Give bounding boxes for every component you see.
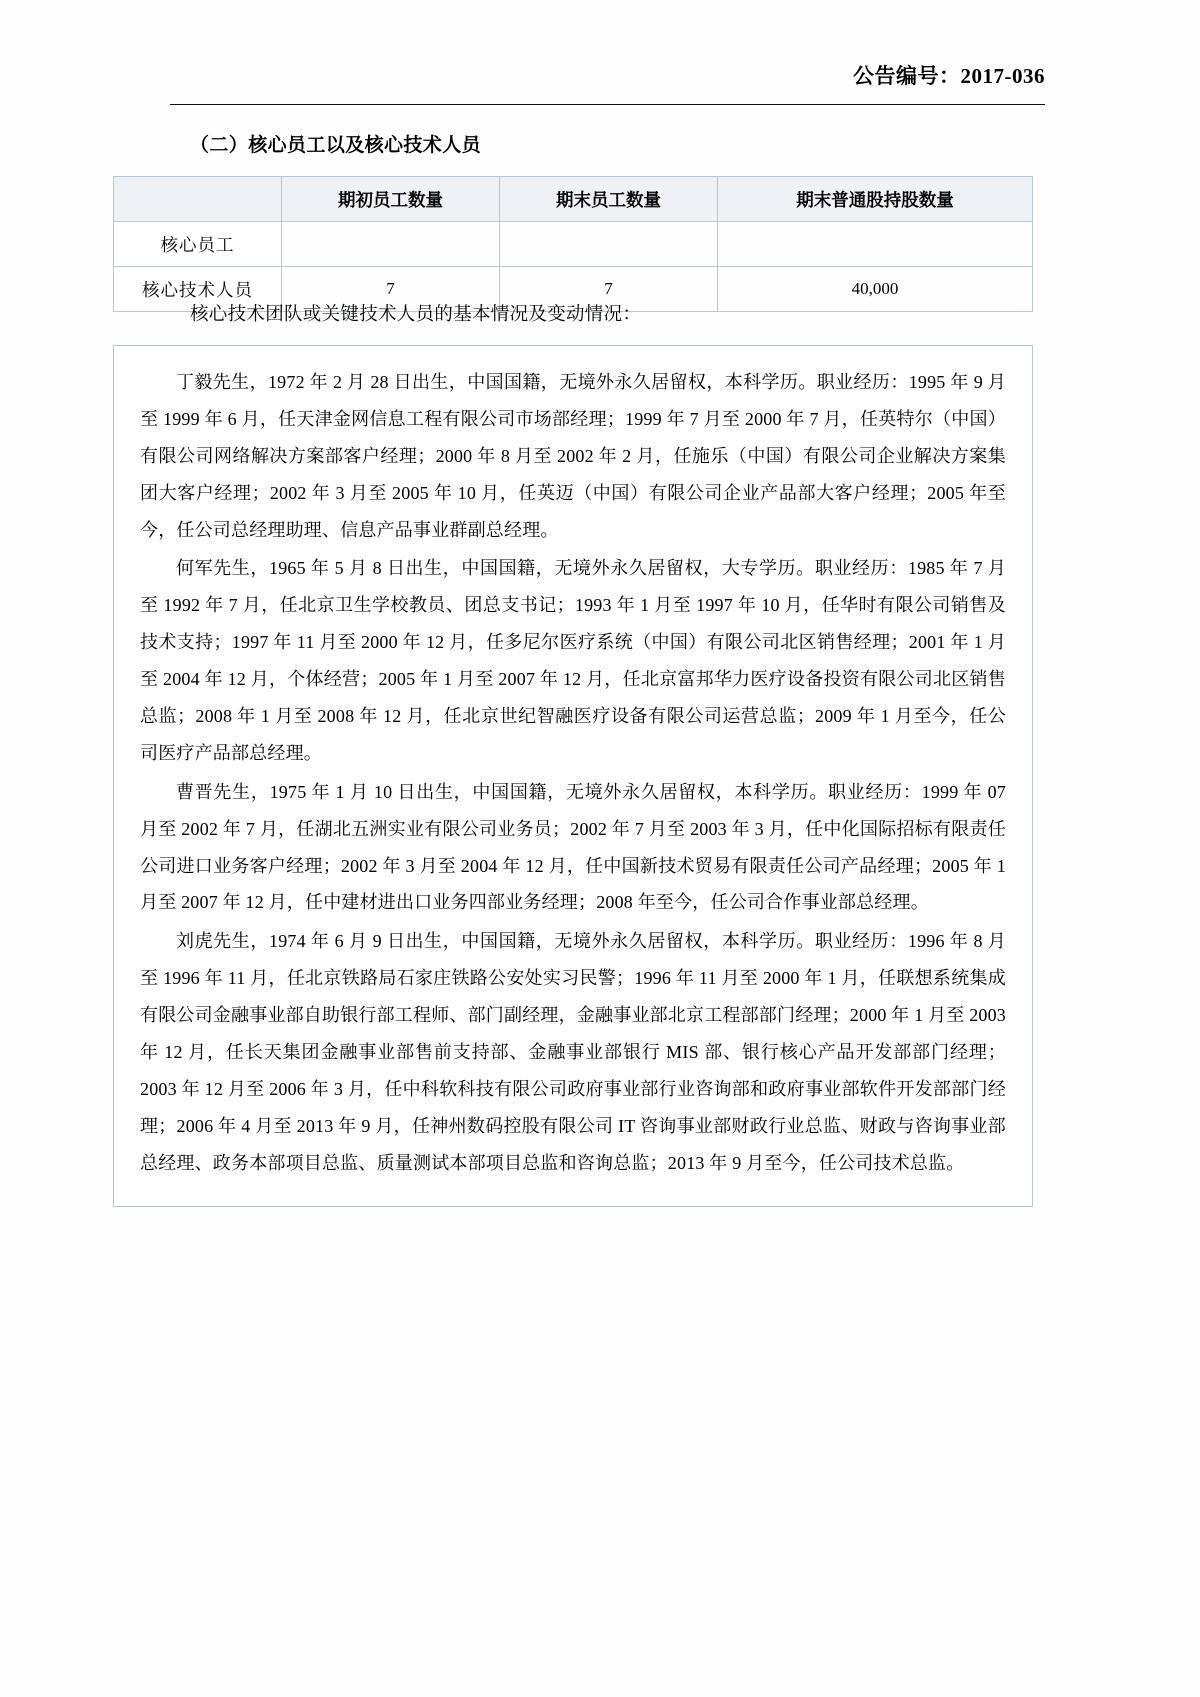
- cell-core-technical-begin: 7: [282, 267, 500, 312]
- header-divider: [170, 104, 1045, 105]
- table-header-row: [114, 177, 1033, 222]
- cell-core-technical-end: 7: [500, 267, 718, 312]
- cell-core-employee-begin: [282, 222, 500, 267]
- table-row: [114, 222, 1033, 267]
- bio-paragraph: 何军先生，1965 年 5 月 8 日出生，中国国籍，无境外永久居留权，大专学历。职业经历：1985 年 7 月至 1992 年 7 月，任北京卫生学校教员、团总支书记；1993 年 1 月至 1997 年 10 月，任华时有限公司销售及技术支持；1997 年 11 月至 2000 年 12 月，任多尼尔医疗系统（中国）有限公司北区销售经理；2001 年 1 月至 2004 年 12 月，个体经营；2005 年 1 月至 2007 年 12 月，任北京富邦华力医疗设备投资有限公司北区销售总监；2008 年 1 月至 2008 年 12 月，任北京世纪智融医疗设备有限公司运营总监；2009 年 1 月至今，任公司医疗产品部总经理。: [140, 558, 1006, 763]
- section-heading: （二）核心员工以及核心技术人员: [190, 135, 482, 156]
- core-employee-table: [113, 176, 1033, 312]
- bio-paragraph: 丁毅先生，1972 年 2 月 28 日出生，中国国籍，无境外永久居留权，本科学历。职业经历：1995 年 9 月至 1999 年 6 月，任天津金网信息工程有限公司市场部经理；1999 年 7 月至 2000 年 7 月，任英特尔（中国）有限公司网络解决方案部客户经理；2000 年 8 月至 2002 年 2 月，任施乐（中国）有限公司企业解决方案集团大客户经理；2002 年 3 月至 2005 年 10 月，任英迈（中国）有限公司企业产品部大客户经理；2005 年至今，任公司总经理助理、信息产品事业群副总经理。: [140, 372, 1006, 540]
- bio-paragraph: 曹晋先生，1975 年 1 月 10 日出生，中国国籍，无境外永久居留权，本科学历。职业经历：1999 年 07 月至 2002 年 7 月，任湖北五洲实业有限公司业务员；2002 年 7 月至 2003 年 3 月，任中化国际招标有限责任公司进口业务客户经理；2002 年 3 月至 2004 年 12 月，任中国新技术贸易有限责任公司产品经理；2005 年 1 月至 2007 年 12 月，任中建材进出口业务四部业务经理；2008 年至今，任公司合作事业部总经理。: [140, 781, 1006, 913]
- bio-section-caption: 核心技术团队或关键技术人员的基本情况及变动情况：: [190, 305, 642, 325]
- row-label-core-employee: 核心员工: [114, 222, 282, 267]
- table-header-end-shares: 期末普通股持股数量: [718, 177, 1033, 222]
- row-label-core-technical: 核心技术人员: [114, 267, 282, 312]
- table-header-blank: [114, 177, 282, 222]
- bio-text-box: [113, 345, 1033, 1207]
- cell-core-employee-shares: [718, 222, 1033, 267]
- announcement-number: 公告编号：2017-036: [853, 64, 1045, 88]
- table-header-end-count: 期末员工数量: [500, 177, 718, 222]
- bio-paragraph: 刘虎先生，1974 年 6 月 9 日出生，中国国籍，无境外永久居留权，本科学历。职业经历：1996 年 8 月至 1996 年 11 月，任北京铁路局石家庄铁路公安处实习民警；1996 年 11 月至 2000 年 1 月，任联想系统集成有限公司金融事业部自助银行部工程师、部门副经理，金融事业部北京工程部部门经理；2000 年 1 月至 2003 年 12 月，任长天集团金融事业部售前支持部、金融事业部银行 MIS 部、银行核心产品开发部部门经理；2003 年 12 月至 2006 年 3 月，任中科软科技有限公司政府事业部行业咨询部和政府事业部软件开发部部门经理；2006 年 4 月至 2013 年 9 月，任神州数码控股有限公司 IT 咨询事业部财政行业总监、财政与咨询事业部总经理、政务本部项目总监、质量测试本部项目总监和咨询总监；2013 年 9 月至今，任公司技术总监。: [140, 931, 1006, 1173]
- cell-core-employee-end: [500, 222, 718, 267]
- table-header-begin-count: 期初员工数量: [282, 177, 500, 222]
- cell-core-technical-shares: 40,000: [718, 267, 1033, 312]
